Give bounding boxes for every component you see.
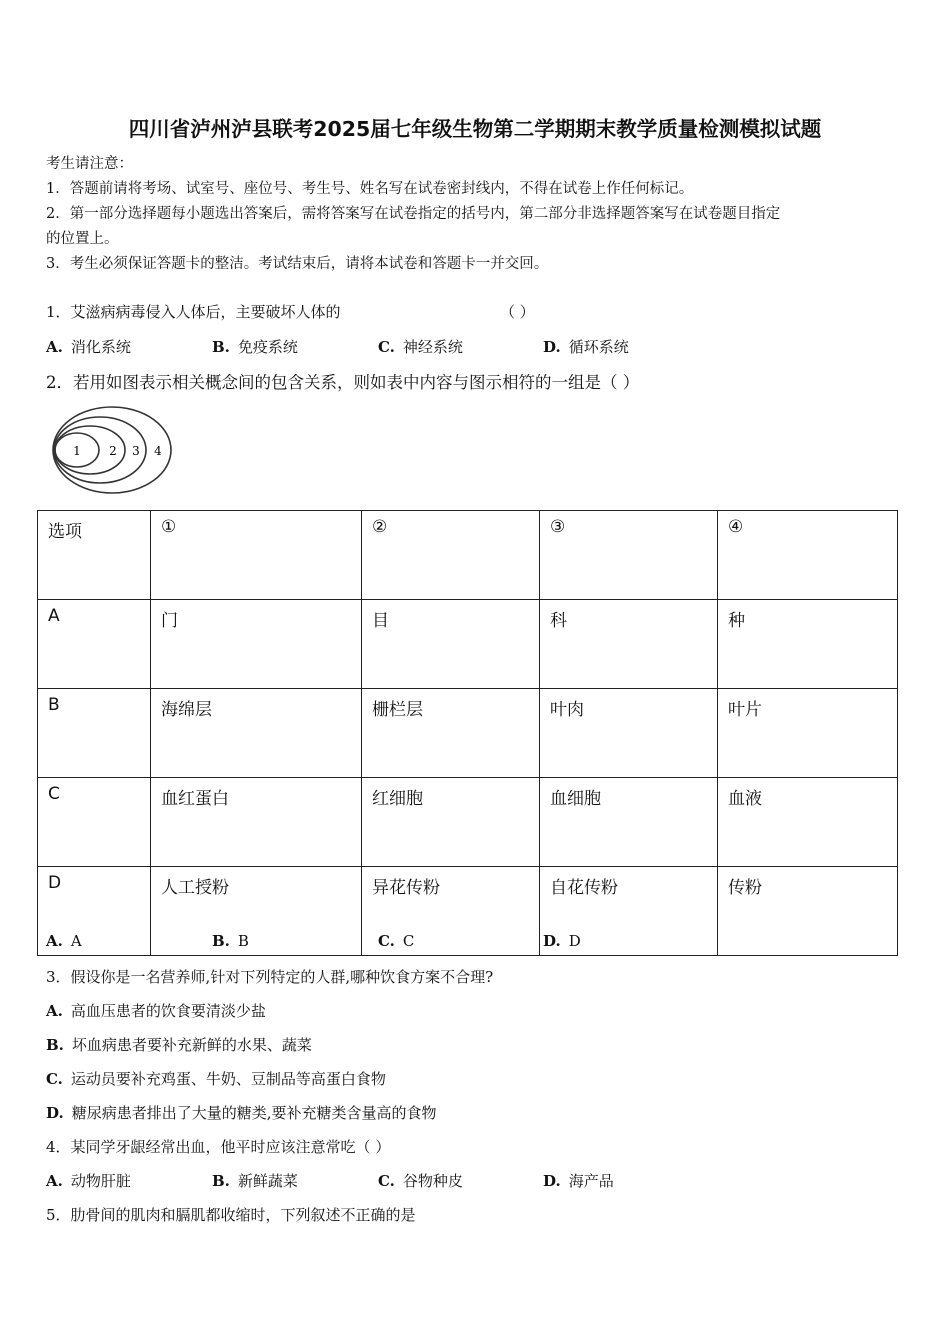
option-text: 新鲜蔬菜 <box>237 1172 298 1190</box>
table-cell: 人工授粉 <box>151 867 362 956</box>
table-row <box>38 600 898 689</box>
option-text: C <box>402 932 415 950</box>
option-key: D. <box>46 1104 64 1122</box>
circle-label-3: 3 <box>132 444 140 458</box>
question-3-option-a[interactable] <box>46 1000 266 1021</box>
option-text: 谷物种皮 <box>402 1172 463 1190</box>
table-cell: 目 <box>362 600 540 689</box>
notice-line: 2．第一部分选择题每小题选出答案后，需将答案写在试卷指定的括号内，第二部分非选择题答案写在试卷题目指定 <box>46 206 781 222</box>
option-text: 高血压患者的饮食要清淡少盐 <box>70 1002 266 1020</box>
option-text: 循环系统 <box>568 338 629 356</box>
table-cell: 科 <box>540 600 718 689</box>
question-1-stem: 1．艾滋病病毒侵入人体后，主要破坏人体的 <box>46 303 341 321</box>
table-cell: 血液 <box>718 778 898 867</box>
question-3-option-c[interactable] <box>46 1068 386 1089</box>
table-cell: 栅栏层 <box>362 689 540 778</box>
table-cell: 海绵层 <box>151 689 362 778</box>
table-cell: 血细胞 <box>540 778 718 867</box>
table-header-cell: ③ <box>540 511 718 600</box>
option-key: C. <box>378 1172 395 1190</box>
circle-label-1: 1 <box>73 444 81 458</box>
table-cell: D <box>38 867 151 956</box>
notice-line: 的位置上。 <box>46 231 119 247</box>
question-4-stem: 4．某同学牙龈经常出血，他平时应该注意常吃（ ） <box>46 1138 391 1156</box>
table-cell: 血红蛋白 <box>151 778 362 867</box>
option-key: D. <box>543 1172 561 1190</box>
option-key: D. <box>543 932 561 950</box>
option-text: 神经系统 <box>402 338 463 356</box>
option-key: C. <box>378 932 395 950</box>
option-key: C. <box>46 1070 63 1088</box>
question-2-option-c[interactable] <box>378 932 414 950</box>
question-4-option-d[interactable] <box>543 1170 614 1191</box>
question-2-option-b[interactable] <box>212 932 249 950</box>
table-row <box>38 689 898 778</box>
option-key: D. <box>543 338 561 356</box>
table-cell: 种 <box>718 600 898 689</box>
question-5-stem: 5．肋骨间的肌肉和膈肌都收缩时，下列叙述不正确的是 <box>46 1206 416 1224</box>
table-cell: 叶肉 <box>540 689 718 778</box>
table-cell: A <box>38 600 151 689</box>
question-4-option-c[interactable] <box>378 1170 463 1191</box>
question-3-option-b[interactable] <box>46 1034 312 1055</box>
table-cell: 异花传粉 <box>362 867 540 956</box>
option-text: D <box>568 932 581 950</box>
notice-line: 1．答题前请将考场、试室号、座位号、考生号、姓名写在试卷密封线内，不得在试卷上作任何标记。 <box>46 181 694 197</box>
question-1-option-c[interactable] <box>378 336 463 357</box>
option-text: 免疫系统 <box>237 338 298 356</box>
table-cell: 自花传粉 <box>540 867 718 956</box>
page-title: 四川省泸州泸县联考2025届七年级生物第二学期期末教学质量检测模拟试题 <box>128 117 822 141</box>
question-1-option-b[interactable] <box>212 336 298 357</box>
option-text: A <box>70 932 82 950</box>
question-2-option-a[interactable] <box>46 932 82 950</box>
table-row <box>38 778 898 867</box>
option-text: 消化系统 <box>70 338 131 356</box>
option-key: B. <box>212 1172 230 1190</box>
question-3-stem: 3．假设你是一名营养师,针对下列特定的人群,哪种饮食方案不合理? <box>46 968 494 986</box>
nested-circles-figure <box>50 404 174 496</box>
option-text: 运动员要补充鸡蛋、牛奶、豆制品等高蛋白食物 <box>70 1070 386 1088</box>
option-text: 动物肝脏 <box>70 1172 131 1190</box>
question-1-option-d[interactable] <box>543 336 629 357</box>
question-4-option-a[interactable] <box>46 1170 131 1191</box>
notice-heading: 考生请注意： <box>46 156 133 172</box>
option-key: A. <box>46 338 63 356</box>
question-2-stem: 2．若用如图表示相关概念间的包含关系，则如表中内容与图示相符的一组是（ ） <box>46 373 640 392</box>
table-cell: B <box>38 689 151 778</box>
option-key: B. <box>212 932 230 950</box>
table-header-cell: ④ <box>718 511 898 600</box>
option-key: B. <box>46 1036 64 1054</box>
table-cell: C <box>38 778 151 867</box>
table-cell: 叶片 <box>718 689 898 778</box>
option-key: A. <box>46 932 63 950</box>
table-header-cell: ① <box>151 511 362 600</box>
notice-line: 3．考生必须保证答题卡的整洁。考试结束后，请将本试卷和答题卡一并交回。 <box>46 256 549 272</box>
question-2-option-d[interactable] <box>543 932 581 950</box>
table-cell: 门 <box>151 600 362 689</box>
question-1-option-a[interactable] <box>46 336 131 357</box>
circle-label-2: 2 <box>109 444 117 458</box>
table-header-cell: 选项 <box>38 511 151 600</box>
table-row <box>38 867 898 956</box>
table-header-row <box>38 511 898 600</box>
table-header-cell: ② <box>362 511 540 600</box>
option-key: A. <box>46 1172 63 1190</box>
option-key: B. <box>212 338 230 356</box>
concept-table <box>37 510 898 956</box>
option-key: A. <box>46 1002 63 1020</box>
option-text: 糖尿病患者排出了大量的糖类,要补充糖类含量高的食物 <box>71 1104 437 1122</box>
option-text: 坏血病患者要补充新鲜的水果、蔬菜 <box>71 1036 312 1054</box>
table-cell: 红细胞 <box>362 778 540 867</box>
circle-label-4: 4 <box>154 444 162 458</box>
question-3-option-d[interactable] <box>46 1102 436 1123</box>
option-text: B <box>237 932 249 950</box>
question-1-answer-bracket: （ ） <box>500 303 535 321</box>
option-key: C. <box>378 338 395 356</box>
table-cell: 传粉 <box>718 867 898 956</box>
option-text: 海产品 <box>568 1172 614 1190</box>
question-4-option-b[interactable] <box>212 1170 298 1191</box>
